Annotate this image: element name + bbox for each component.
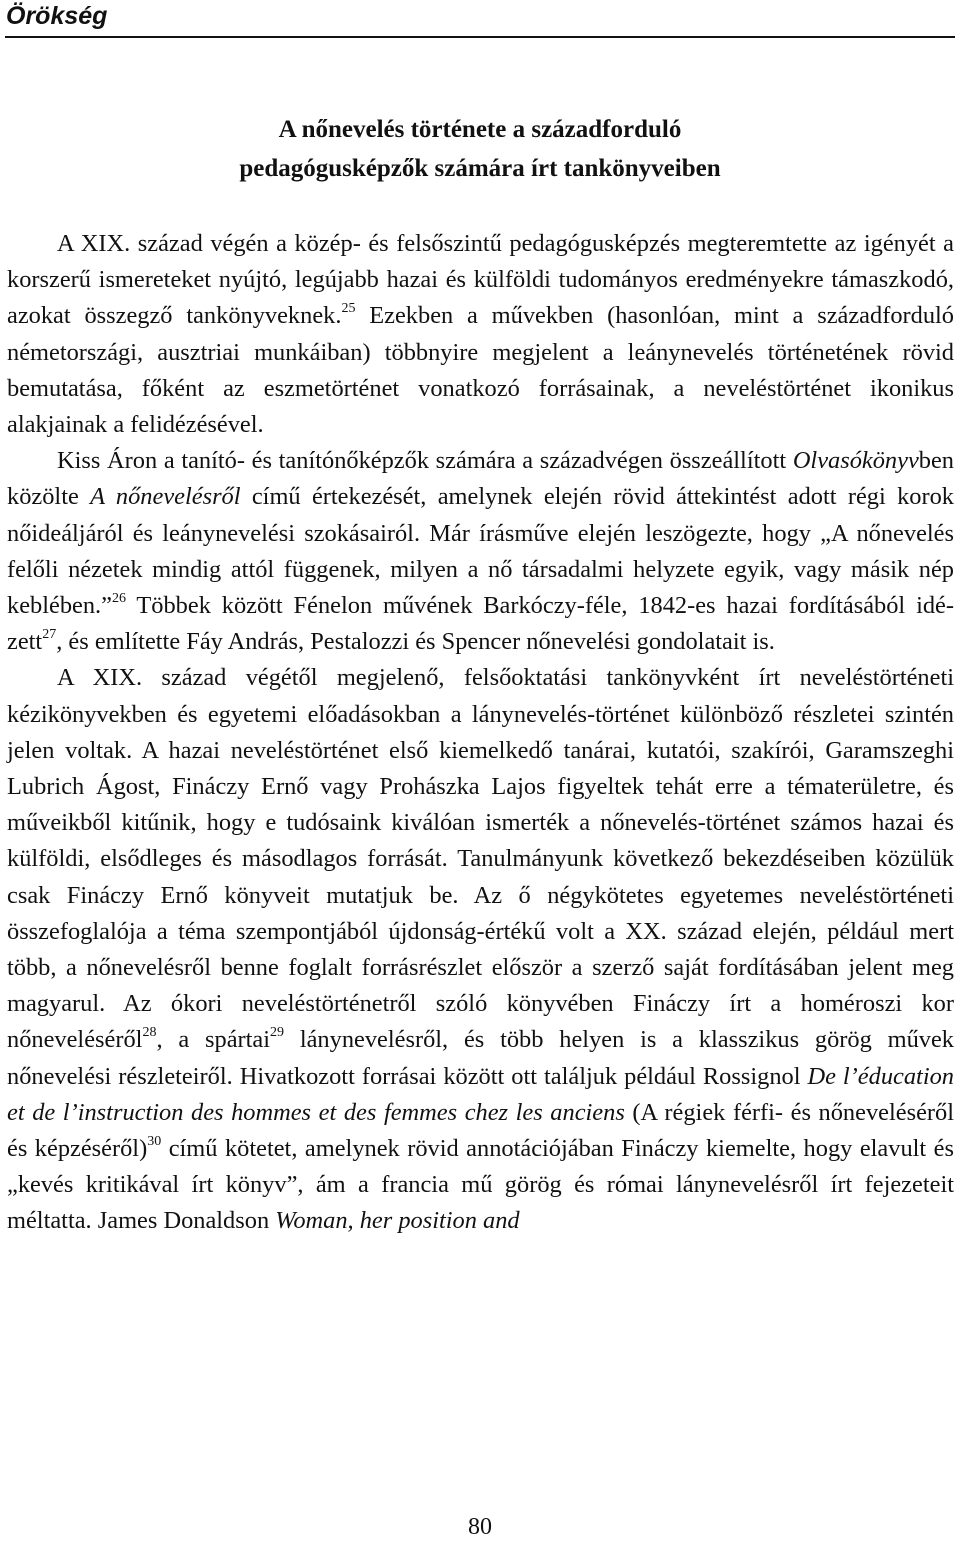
text-run: című kötetet, amelynek rövid annotációjában Fináczy kiemelte, hogy elavult és „kevés kritikával írt könyv”, ám a francia mű görög és római lánynevelésről írt fejezeteit méltatta. James Donaldson: [7, 1135, 954, 1235]
footnote-ref-30: 30: [147, 1134, 162, 1150]
title-line-1: A nőnevelés története a századforduló: [278, 116, 682, 143]
text-run: , és említette Fáy András, Pestalozzi és Spencer nőnevelési gondolatait is.: [56, 628, 775, 656]
text-run: Kiss Áron a tanító- és tanítónőképzők számára a századvégen összeállított: [57, 447, 793, 475]
book-title: Olvasókönyv: [792, 447, 919, 475]
text-run: lánynevelésről, és több helyen is a klasszikus görög művek nőnevelési részleteiről. Hivatkozott forrásai között ott találjuk például Rossignol: [7, 1026, 954, 1090]
section-header: Örökség: [6, 2, 108, 30]
paragraph-1: [7, 226, 954, 443]
cited-work-title: Woman, her position and: [275, 1207, 520, 1235]
footnote-ref-29: 29: [270, 1025, 285, 1041]
footnote-ref-26: 26: [111, 591, 126, 607]
text-run: A XIX. század végén a közép- és felsőszintű pedagógusképzés megteremtette az igényét a korszerű ismereteket nyújtó, legújabb hazai és külföldi tudományos eredményekre támaszkodó, azokat összegző tankönyveknek.: [7, 230, 954, 330]
text-run: A XIX. század végétől megjelenő, felsőoktatási tankönyvként írt neveléstörténeti kézikönyvekben és egyetemi előadásokban a lánynevelés-történet különböző részletei szintén jelen voltak. A hazai neveléstörténet első kiemelkedő tanárai, kutatói, szakírói, Garamszeghi Lubrich Ágost, Fináczy Ernő vagy Prohászka Lajos figyeltek tehát erre a tématerületre, és műveikből kitűnik, hogy e tudósaink kiválóan ismerték a nőnevelés-történet számos hazai és külföldi, elsődleges és másodlagos forrását. Tanulmányunk következő bekezdéseiben közülük csak Fináczy Ernő könyveit mutatjuk be. Az ő négykötetes egyetemes neveléstörténeti összefoglalója a téma szempontjából újdonság-értékű volt a XX. század elején, például mert több, a nőnevelésről benne foglalt forrásrészlet először a szerző saját fordításában jelent meg magyarul. Az ókori neveléstörténetről szóló könyvében Fináczy írt a homéroszi kor nőneveléséről: [7, 664, 954, 1054]
article-title: [0, 110, 960, 188]
article-body: [7, 226, 954, 1240]
paragraph-3: [7, 660, 954, 1239]
footnote-ref-25: 25: [341, 301, 356, 317]
text-run: Ezekben a művekben (hasonlóan, mint a századforduló németországi, ausztriai munkáiban) többnyire megjelent a leánynevelés történetének rövid bemutatása, főként az eszmetörténet vonatkozó forrásainak, a neveléstörténet ikonikus alakjainak a felidézésével.: [7, 302, 954, 439]
text-run: Többek között Fénelon művének Barkóczy-féle, 1842-es hazai fordításából idézett: [7, 592, 954, 656]
header-rule: [5, 36, 955, 38]
essay-title: A nőnevelésről: [90, 483, 241, 511]
text-run: ben közölte: [7, 447, 954, 511]
text-run: című értekezését, amelynek elején rövid áttekintést adott régi korok nőideáljáról és leánynevelési szokásairól. Már írásműve elején leszögezte, hogy „A nőnevelés felőli nézetek mindig attól függenek, milyen a nő társadalmi helyzete egyik, vagy másik nép keblében.”: [7, 483, 954, 620]
text-run: , a spártai: [156, 1026, 271, 1054]
footnote-ref-28: 28: [142, 1025, 157, 1041]
page-number: 80: [468, 1514, 492, 1540]
title-line-2: pedagógusképzők számára írt tankönyveiben: [239, 155, 721, 182]
text-run: (A régiek férfi- és nőneveléséről és képzéséről): [7, 1098, 954, 1163]
paragraph-2: [7, 443, 954, 660]
cited-work-title: De l’éducation et de l’instruction des hommes et des femmes chez les anciens: [7, 1062, 954, 1126]
footnote-ref-27: 27: [42, 627, 57, 643]
